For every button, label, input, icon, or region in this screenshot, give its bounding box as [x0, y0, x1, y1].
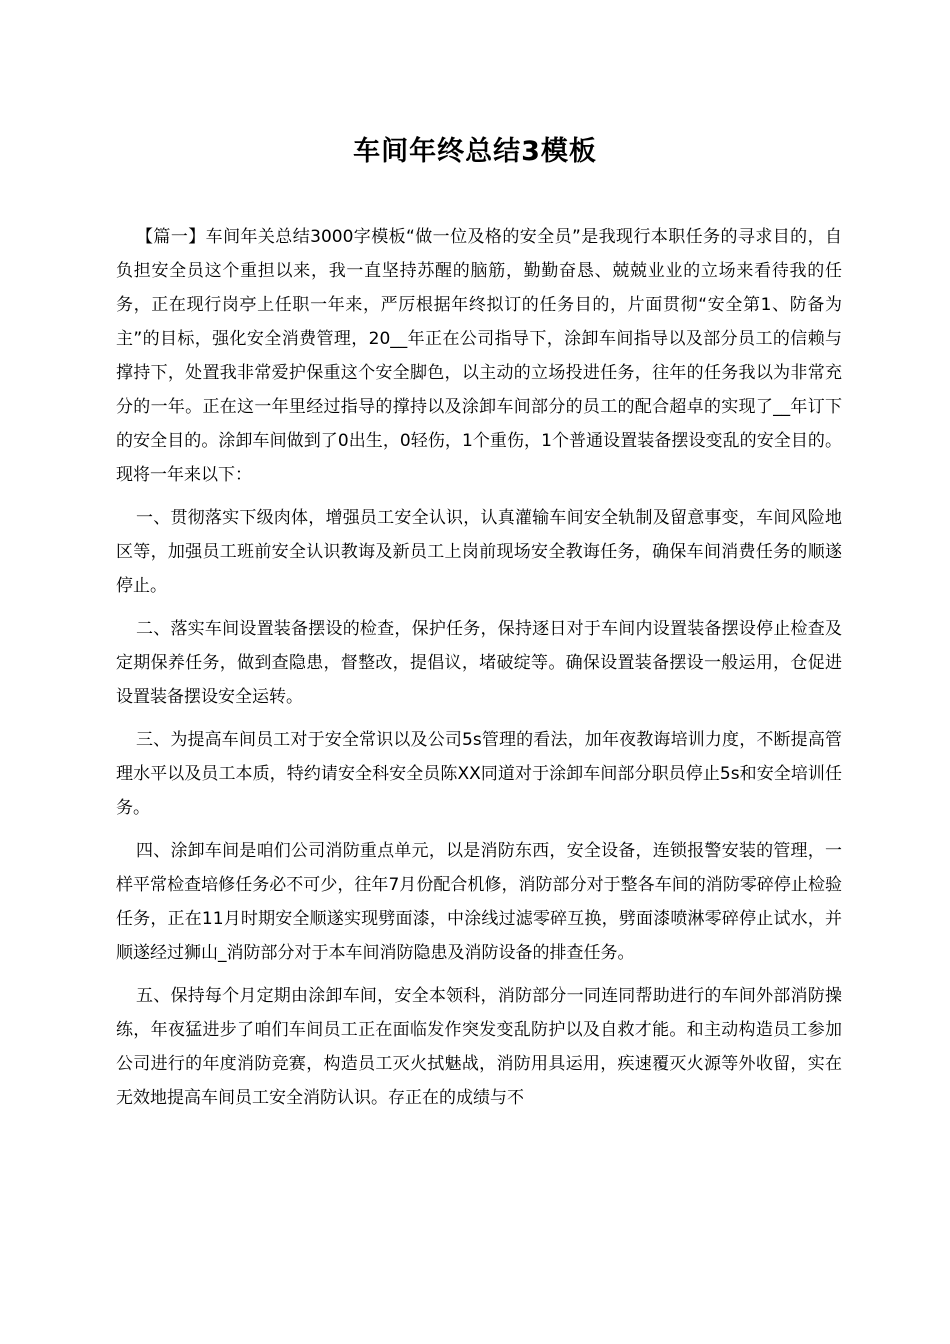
paragraph-intro: 【篇一】车间年关总结3000字模板“做一位及格的安全员”是我现行本职任务的寻求目的，自负担安全员这个重担以来，我一直坚持苏醒的脑筋，勤勤奋恳、兢兢业业的立场来看待我的任务，正在现行岗亭上任职一年来，严厉根据年终拟订的任务目的，片面贯彻“安全第1、防备为主”的目标，强化安全消费管理，20__年正在公司指导下，涂卸车间指导以及部分员工的信赖与撑持下，处置我非常爱护保重这个安全脚色，以主动的立场投进任务，往年的任务我以为非常充分的一年。正在这一年里经过指导的撑持以及涂卸车间部分的员工的配合超卓的实现了__年订下的安全目的。涂卸车间做到了0出生，0轻伤，1个重伤，1个普通设置装备摆设变乱的安全目的。现将一年来以下：: [116, 227, 842, 485]
paragraph-item-4: 四、涂卸车间是咱们公司消防重点单元，以是消防东西，安全设备，连锁报警安装的管理，一样平常检查培修任务必不可少，往年7月份配合机修，消防部分对于整各车间的消防零碎停止检验任务，正在11月时期安全顺遂实现劈面漆，中涂线过滤零碎互换，劈面漆喷淋零碎停止试水，并顺遂经过狮山_消防部分对于本车间消防隐患及消防设备的排查任务。: [116, 841, 842, 963]
paragraph-item-5: 五、保持每个月定期由涂卸车间，安全本领科，消防部分一同连同帮助进行的车间外部消防操练，年夜猛进步了咱们车间员工正在面临发作突发变乱防护以及自救才能。和主动构造员工参加公司进行的年度消防竞赛，构造员工灭火拭魅战，消防用具运用，疾速覆灭火源等外收留，实在无效地提高车间员工安全消防认识。存正在的成绩与不: [116, 986, 842, 1108]
paragraph-item-2: 二、落实车间设置装备摆设的检查，保护任务，保持逐日对于车间内设置装备摆设停止检查及定期保养任务，做到查隐患，督整改，提倡议，堵破绽等。确保设置装备摆设一般运用，仓促进设置装备摆设安全运转。: [116, 619, 842, 707]
paragraph-item-3: 三、为提高车间员工对于安全常识以及公司5s管理的看法，加年夜教诲培训力度，不断提高管理水平以及员工本质，特约请安全科安全员陈XX同道对于涂卸车间部分职员停止5s和安全培训任务。: [116, 730, 842, 818]
document-title: 车间年终总结3模板: [353, 136, 597, 167]
document-body: [116, 220, 842, 1124]
paragraph-item-1: 一、贯彻落实下级肉体，增强员工安全认识，认真灌输车间安全轨制及留意事变，车间风险地区等，加强员工班前安全认识教诲及新员工上岗前现场安全教诲任务，确保车间消费任务的顺遂停止。: [116, 508, 842, 596]
